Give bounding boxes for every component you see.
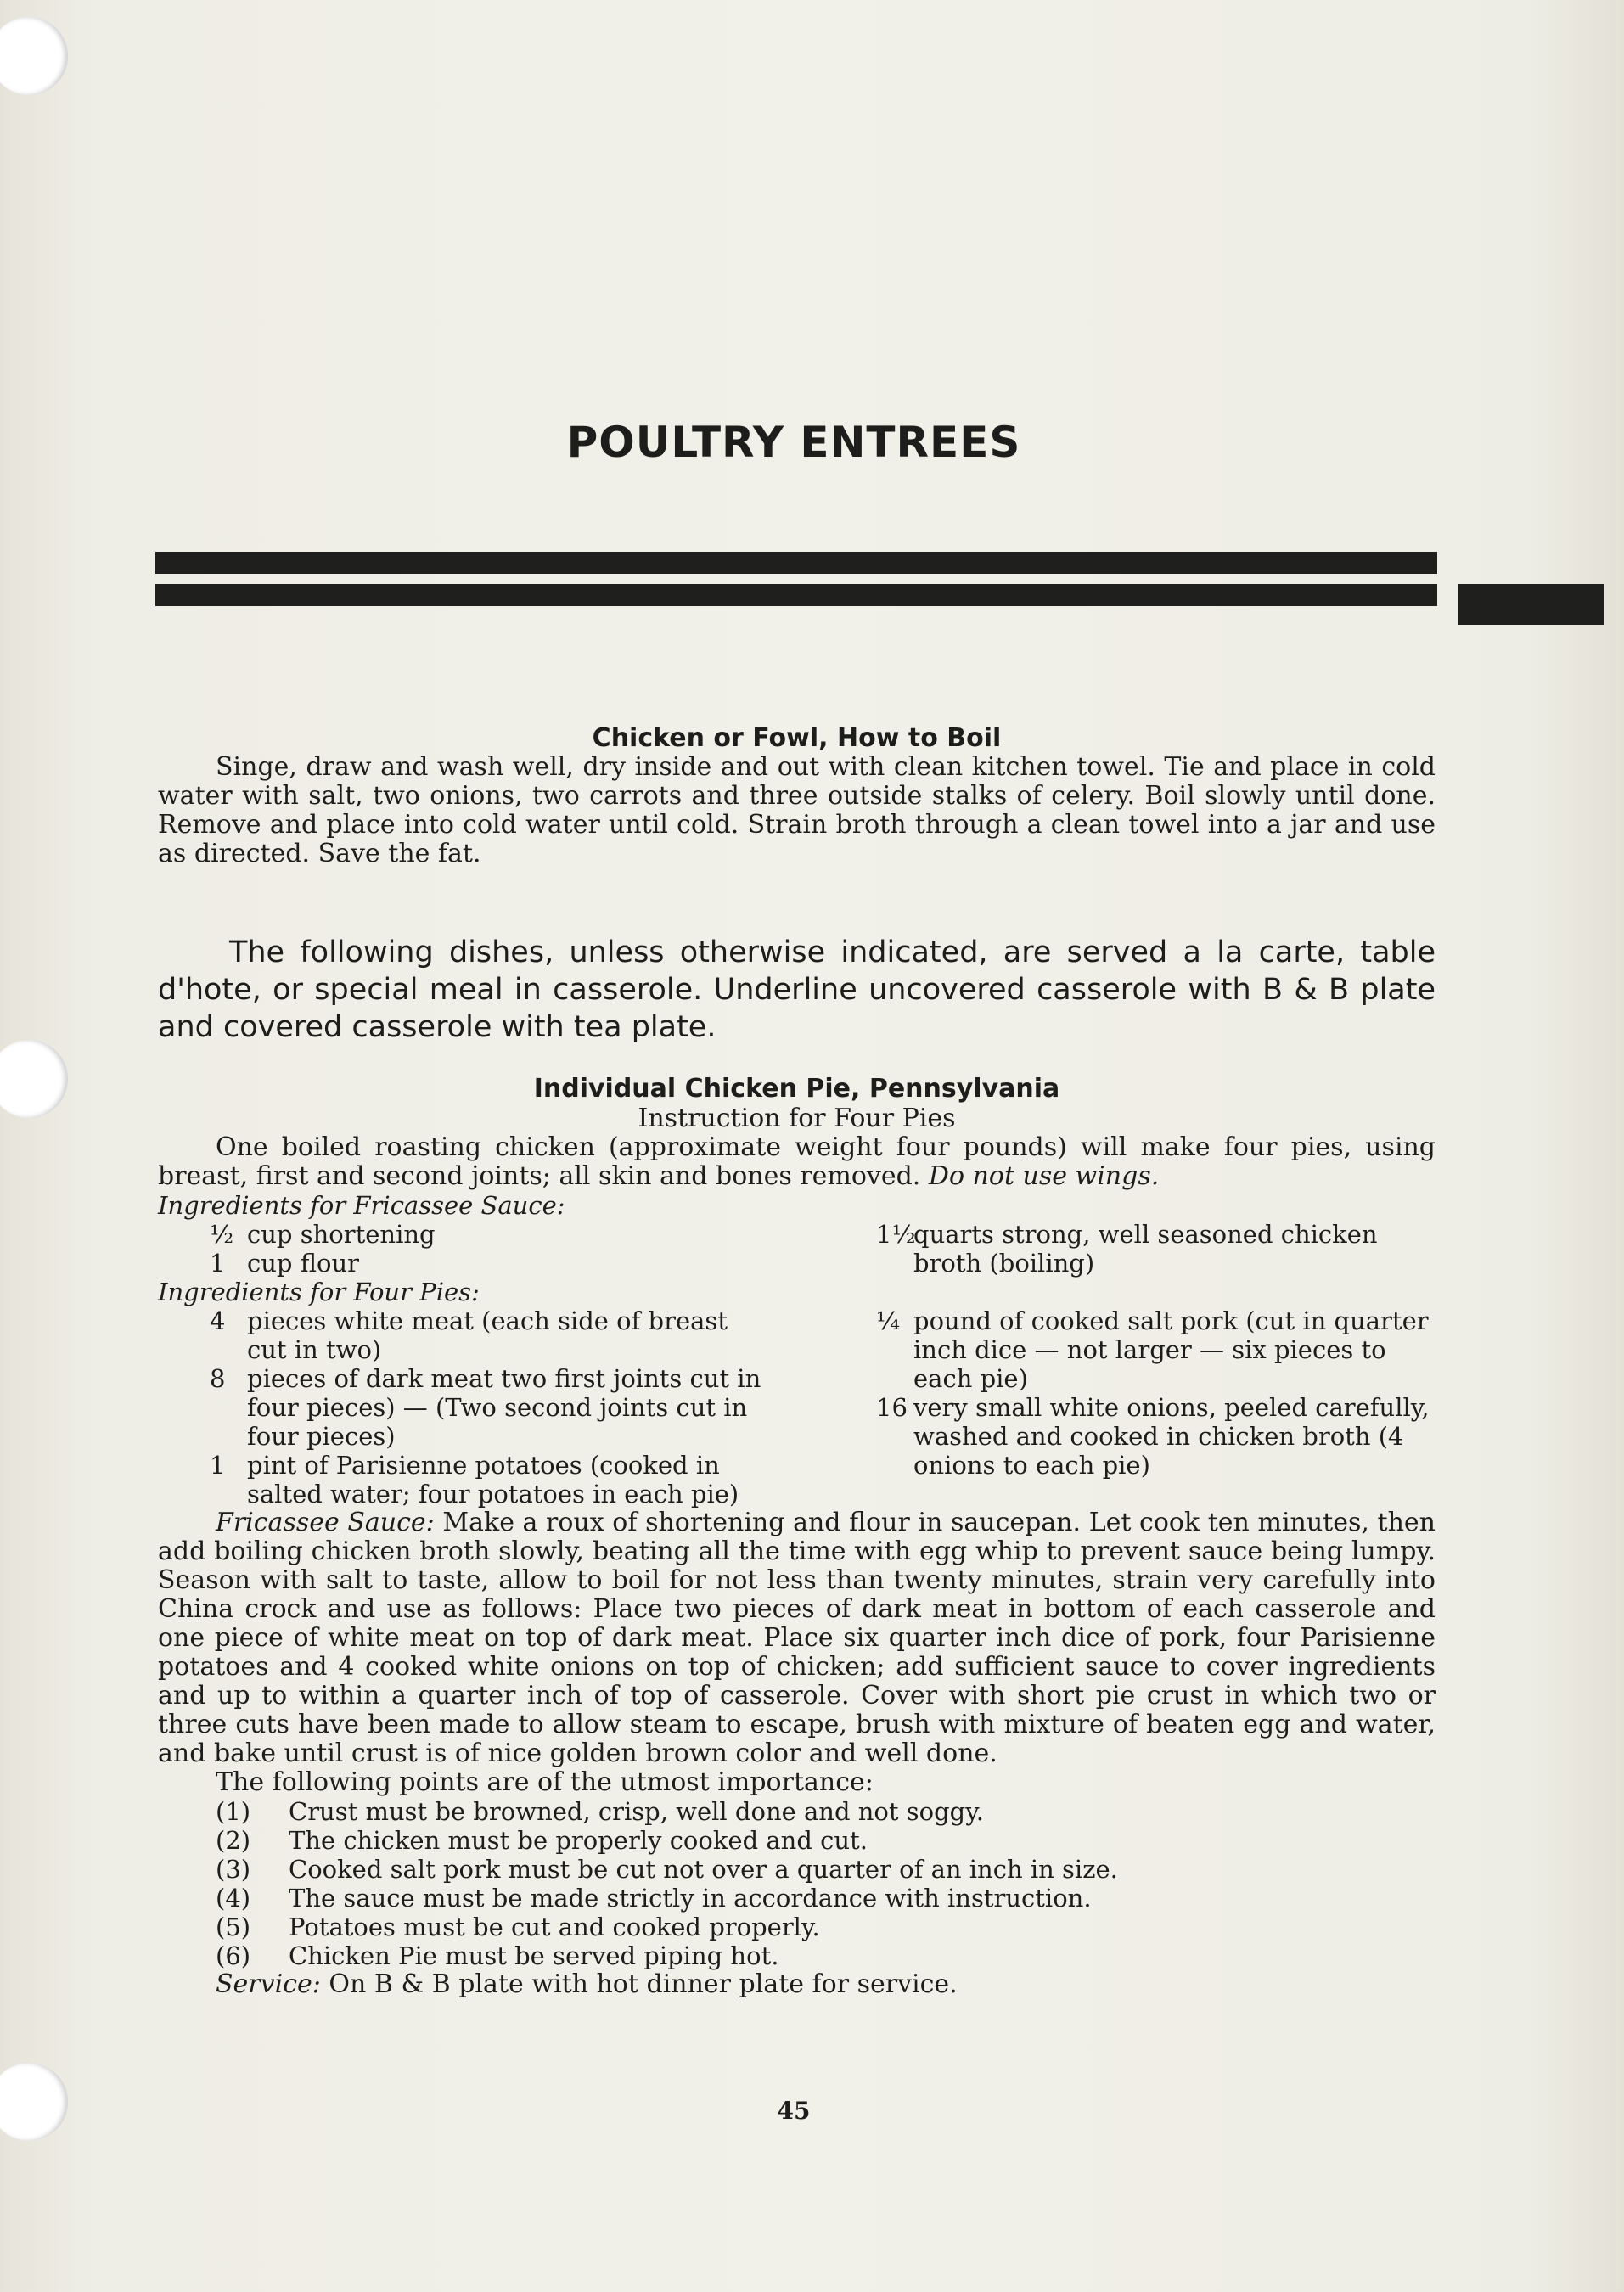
point-number: (3) bbox=[216, 1855, 251, 1884]
pie-left-column bbox=[158, 1306, 769, 1508]
ingredient-text: cup flour bbox=[247, 1249, 360, 1278]
ingredient-item bbox=[158, 1220, 769, 1249]
ingredient-text: pieces of dark meat two first joints cut in four pieces) — (Two second joints cut in four pieces) bbox=[247, 1364, 761, 1451]
list-item bbox=[216, 1855, 1436, 1884]
ingredient-qty: ½ bbox=[210, 1220, 234, 1249]
point-text: The sauce must be made strictly in accordance with instruction. bbox=[289, 1884, 1092, 1913]
point-text: Chicken Pie must be served piping hot. bbox=[289, 1941, 779, 1970]
ingredient-item bbox=[158, 1306, 769, 1364]
ingredient-text: pound of cooked salt pork (cut in quarter inch dice — not larger — six pieces to each pie) bbox=[913, 1306, 1429, 1393]
ingredient-qty: 4 bbox=[210, 1306, 226, 1335]
service-notice: The following dishes, unless otherwise indicated, are served a la carte, table d'hote, or special meal in casserole. Underline uncovered casserole with B & B plate and covered casserole with tea plate. bbox=[158, 935, 1436, 1044]
ingredient-item bbox=[824, 1306, 1436, 1393]
chicken-pie-section bbox=[158, 1074, 1436, 1999]
point-text: The chicken must be properly cooked and cut. bbox=[289, 1826, 868, 1855]
boil-text: Singe, draw and wash well, dry inside and out with clean kitchen towel. Tie and place in cold water with salt, two onions, two carrots and three outside stalks of celery. Boil slowly until done. Remove and place into cold water until cold. Strain broth through a clean towel into a jar and use as directed. Save the fat. bbox=[158, 752, 1436, 868]
points-intro: The following points are of the utmost importance: bbox=[216, 1767, 874, 1797]
important-points-list bbox=[158, 1797, 1436, 1970]
ingredient-item bbox=[824, 1220, 1436, 1278]
ingredient-qty: ¼ bbox=[876, 1306, 901, 1335]
fricassee-ingredients bbox=[158, 1220, 1436, 1278]
point-number: (1) bbox=[216, 1797, 251, 1826]
ingredient-qty: 1 bbox=[210, 1249, 226, 1278]
intro-emphasis: Do not use wings. bbox=[928, 1161, 1160, 1191]
page-title: POULTRY ENTREES bbox=[566, 418, 1021, 467]
page-number: 45 bbox=[777, 2097, 811, 2125]
sauce-text: Make a roux of shortening and flour in saucepan. Let cook ten minutes, then add boiling chicken broth slowly, beating all the time with egg whip to prevent sauce being lumpy. Season with salt to taste, allow to boil for not less than twenty minutes, strain very carefully into China crock and use as follows: Place two pieces of dark meat in bottom of each casserole and one piece of white meat on top of dark meat. Place six quarter inch dice of pork, four Parisienne potatoes and 4 cooked white onions on top of chicken; add sufficient sauce to cover ingredients and up to within a quarter inch of top of casserole. Cover with short pie crust in which two or three cuts have been made to allow steam to escape, brush with mixture of beaten egg and water, and bake until crust is of nice golden brown color and well done. bbox=[158, 1508, 1436, 1768]
sauce-label: Fricassee Sauce: bbox=[216, 1508, 435, 1537]
point-text: Cooked salt pork must be cut not over a quarter of an inch in size. bbox=[289, 1855, 1118, 1884]
chicken-pie-title: Individual Chicken Pie, Pennsylvania bbox=[533, 1074, 1060, 1104]
pie-ingredients-heading: Ingredients for Four Pies: bbox=[158, 1278, 480, 1306]
ingredient-text: very small white onions, peeled carefully, washed and cooked in chicken broth (4 onions to each pie) bbox=[913, 1393, 1430, 1480]
list-item bbox=[216, 1884, 1436, 1913]
chicken-pie-intro bbox=[158, 1133, 1436, 1191]
point-number: (6) bbox=[216, 1941, 251, 1970]
ingredient-item bbox=[824, 1393, 1436, 1480]
title-rule-top bbox=[155, 552, 1437, 574]
ingredient-item bbox=[158, 1249, 769, 1278]
ingredient-item bbox=[158, 1451, 769, 1508]
point-text: Crust must be browned, crisp, well done and not soggy. bbox=[289, 1797, 984, 1826]
ingredient-text: quarts strong, well seasoned chicken broth (boiling) bbox=[913, 1220, 1378, 1278]
section-edge-tab bbox=[1458, 584, 1604, 625]
boil-section bbox=[158, 723, 1436, 868]
service-notice-section bbox=[158, 934, 1436, 1046]
title-rule-bottom bbox=[155, 584, 1437, 606]
binder-hole-top bbox=[0, 17, 68, 95]
point-text: Potatoes must be cut and cooked properly. bbox=[289, 1913, 820, 1941]
pie-ingredients bbox=[158, 1306, 1436, 1508]
service-text: On B & B plate with hot dinner plate for service. bbox=[329, 1969, 958, 1999]
fricassee-ingredients-heading: Ingredients for Fricassee Sauce: bbox=[158, 1191, 565, 1220]
point-number: (2) bbox=[216, 1826, 251, 1855]
service-label: Service: bbox=[216, 1969, 321, 1999]
binder-hole-middle bbox=[0, 1040, 68, 1118]
fricassee-left-column bbox=[158, 1220, 769, 1278]
fricassee-right-column bbox=[824, 1220, 1436, 1278]
point-number: (5) bbox=[216, 1913, 251, 1941]
service-instruction bbox=[158, 1970, 1436, 1999]
list-item bbox=[216, 1826, 1436, 1855]
ingredient-qty: 1½ bbox=[876, 1220, 916, 1249]
chicken-pie-subtitle: Instruction for Four Pies bbox=[638, 1104, 956, 1133]
ingredient-text: pint of Parisienne potatoes (cooked in salted water; four potatoes in each pie) bbox=[247, 1451, 739, 1508]
list-item bbox=[216, 1797, 1436, 1826]
ingredient-text: pieces white meat (each side of breast cut in two) bbox=[247, 1306, 728, 1364]
intro-text: One boiled roasting chicken (approximate weight four pounds) will make four pies, using breast, first and second joints; all skin and bones removed. bbox=[158, 1132, 1436, 1191]
list-item bbox=[216, 1941, 1436, 1970]
ingredient-text: cup shortening bbox=[247, 1220, 436, 1249]
ingredient-item bbox=[158, 1364, 769, 1451]
ingredient-qty: 16 bbox=[876, 1393, 908, 1422]
fricassee-sauce-method bbox=[158, 1508, 1436, 1768]
boil-title: Chicken or Fowl, How to Boil bbox=[592, 723, 1002, 753]
point-number: (4) bbox=[216, 1884, 251, 1913]
list-item bbox=[216, 1913, 1436, 1941]
ingredient-qty: 8 bbox=[210, 1364, 226, 1393]
pie-right-column bbox=[824, 1306, 1436, 1508]
ingredient-qty: 1 bbox=[210, 1451, 226, 1480]
